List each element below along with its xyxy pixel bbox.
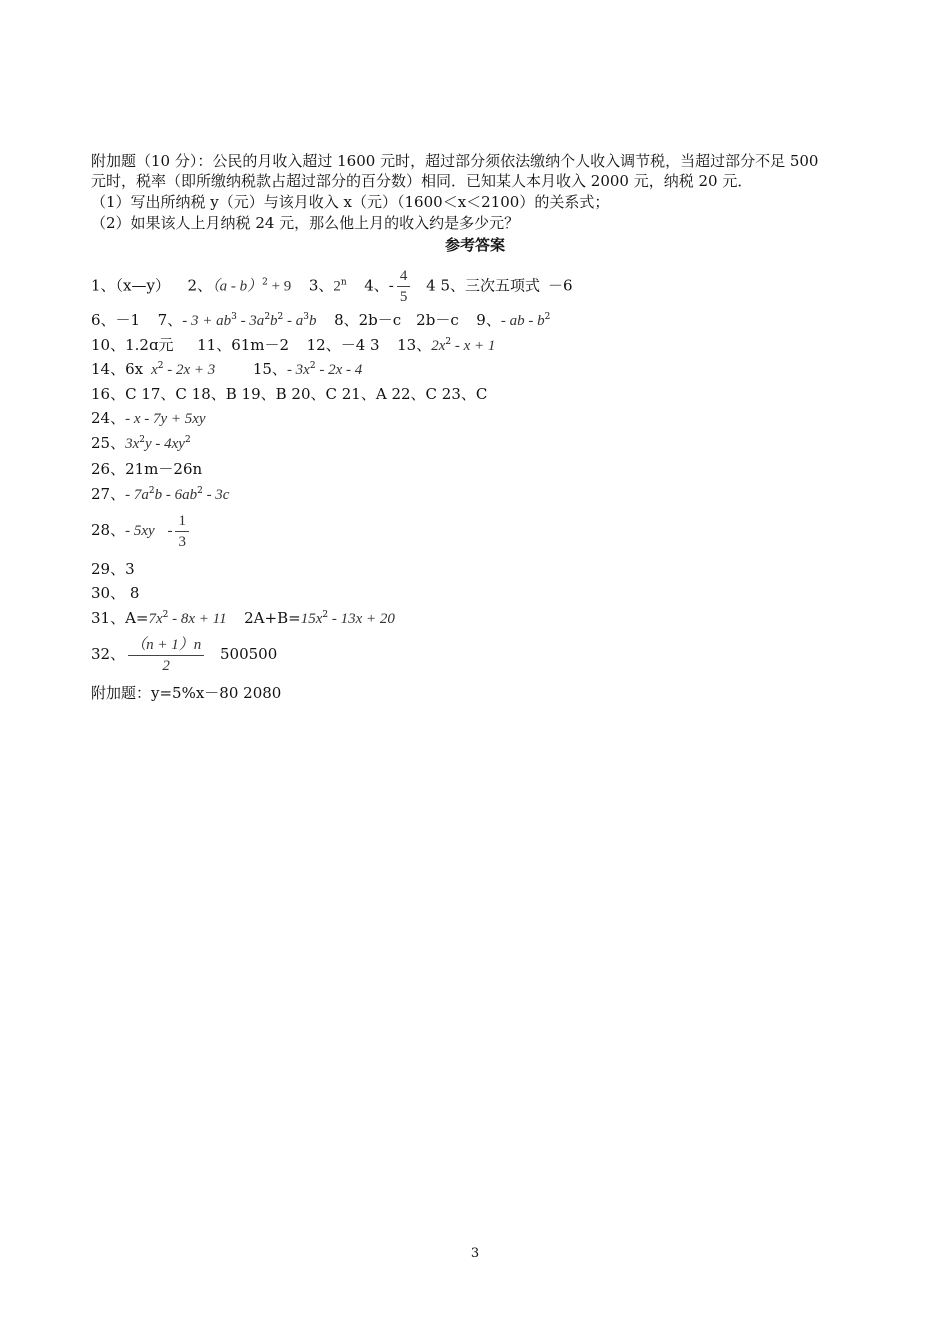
problem-line-1: 附加题（10 分）：公民的月收入超过 1600 元时，超过部分须依法缴纳个人收入调节税，当超过部分不足 500 [91, 152, 819, 170]
answer-row-2 [91, 310, 550, 331]
answer-28 [91, 509, 192, 552]
answer-14-label: 14、6x [91, 360, 144, 378]
exponent-2: 2 [162, 610, 169, 620]
answer-31-label: 31、A= [91, 609, 149, 627]
answer-5-label: 5、三次五项式 [440, 276, 541, 295]
answer-1: （x—y） [115, 276, 170, 295]
answer-32-numerator: （n + 1）n [128, 635, 204, 656]
answer-32-label: 32、 [91, 645, 126, 663]
answer-15-tail: - 2x - 4 [315, 362, 363, 378]
exponent-3: 3 [231, 312, 237, 322]
answer-12: 12、－4 3 [306, 336, 380, 354]
answer-8: 8、2b－c 2b－c [334, 311, 459, 329]
answer-7-math-2: - 3a [236, 313, 265, 329]
answer-2-tail: + 9 [267, 278, 292, 295]
answer-row-1 [91, 266, 573, 307]
exponent-2: 2 [544, 312, 551, 322]
answer-6: 6、－1 [91, 311, 141, 329]
answer-31 [91, 608, 395, 629]
answer-27-mid: b - 6ab [154, 487, 198, 503]
exponent-2: 2 [264, 312, 271, 322]
answer-1-label: 1、 [91, 276, 116, 295]
answers-title: 参考答案 [444, 236, 505, 254]
answer-2-math: （a - b） [212, 278, 263, 295]
answer-24-label: 24、 [91, 409, 126, 427]
answer-31-math-2: 15x [300, 611, 323, 627]
answer-31-label-2: 2A+B= [244, 609, 301, 627]
answer-28-denominator: 3 [178, 533, 186, 550]
answer-13-math: 2x [431, 338, 446, 354]
answer-28-label: 28、 [91, 521, 126, 539]
answer-4-tail: 4 [426, 276, 436, 295]
answer-32-tail: 500500 [220, 645, 278, 663]
problem-line-2: 元时，税率（即所缴纳税款占超过部分的百分数）相同．已知某人本月收入 2000 元，纳税 20 元． [91, 172, 753, 190]
answer-3-exponent: n [340, 277, 347, 288]
answer-7-math-3: b [270, 313, 278, 329]
answer-row-16-23: 16、C 17、C 18、B 19、B 20、C 21、A 22、C 23、C [91, 385, 488, 403]
answer-row-4 [91, 359, 362, 380]
answer-31-math: 7x [148, 611, 163, 627]
answer-10: 10、1.2ɑ元 [91, 336, 174, 354]
answer-15-label: 15、 [252, 360, 287, 378]
answer-28-numerator: 1 [175, 511, 189, 532]
answer-3-base: 2 [333, 278, 341, 295]
answer-32-fraction [128, 635, 204, 676]
answer-7-math: - 3 + ab [182, 313, 232, 329]
answer-25-label: 25、 [91, 434, 126, 452]
exponent-2: 2 [184, 435, 191, 445]
answer-31-tail-2: - 13x + 20 [328, 611, 395, 627]
answer-25 [91, 433, 191, 454]
answer-24 [91, 408, 206, 429]
exponent-2: 2 [157, 361, 164, 371]
answer-32 [91, 633, 277, 676]
answer-27 [91, 484, 229, 505]
exponent-2: 2 [139, 435, 145, 445]
exponent-2: 2 [277, 312, 284, 322]
exponent-2: 2 [445, 337, 452, 347]
extra-answer: 附加题：y=5%x－80 2080 [91, 684, 282, 702]
answer-11: 11、61m－2 [197, 336, 290, 354]
answer-9-label: 9、 [476, 311, 501, 329]
answer-4-numerator: 4 [397, 266, 411, 287]
problem-question-2: （2）如果该人上月纳税 24 元，那么他上月的收入约是多少元？ [91, 214, 520, 232]
answer-4-label: 4、- [364, 276, 394, 295]
answer-24-math: - x - 7y + 5xy [125, 411, 206, 427]
exponent-3: 3 [303, 312, 310, 322]
exponent-2: 2 [322, 610, 329, 620]
answer-2-exponent: 2 [262, 277, 268, 288]
answer-4-fraction [397, 266, 411, 307]
answer-31-tail: - 8x + 11 [168, 611, 227, 627]
answer-28-fraction [175, 511, 189, 552]
answer-7-math-5: b [309, 313, 317, 329]
answer-2-label: 2、 [187, 276, 213, 295]
answer-13-label: 13、 [397, 336, 432, 354]
answer-4-denominator: 5 [399, 289, 408, 305]
answer-9-math: - ab - b [500, 313, 545, 329]
answer-27-tail: - 3c [202, 487, 230, 503]
answer-13-tail: - x + 1 [451, 338, 496, 354]
exponent-2: 2 [197, 486, 203, 496]
answer-5-tail: －6 [548, 276, 573, 295]
answer-14-math: x [151, 362, 158, 378]
answer-3-label: 3、 [308, 276, 334, 295]
answer-row-3 [91, 335, 495, 356]
exponent-2: 2 [148, 486, 155, 496]
answer-14-tail: - 2x + 3 [163, 362, 216, 378]
answer-28-math: - 5xy [125, 523, 155, 539]
answer-28-sign: - [167, 523, 173, 539]
answer-25-math: 3x [125, 436, 140, 452]
problem-question-1: （1）写出所纳税 y（元）与该月收入 x（元）（1600＜x＜2100）的关系式； [91, 193, 610, 211]
answer-26: 26、21m－26n [91, 460, 203, 478]
answer-32-denominator: 2 [162, 657, 170, 674]
answer-15-math: - 3x [286, 362, 310, 378]
answer-30: 30、 8 [91, 584, 140, 602]
answer-25-mid: y - 4xy [145, 436, 185, 452]
answer-27-label: 27、 [91, 485, 126, 503]
exponent-2: 2 [309, 361, 316, 371]
answer-7-math-4: - a [283, 313, 304, 329]
answer-7-label: 7、 [157, 311, 183, 329]
answer-27-math: - 7a [125, 487, 149, 503]
page-number: 3 [470, 1246, 480, 1261]
answer-29: 29、3 [91, 560, 135, 578]
